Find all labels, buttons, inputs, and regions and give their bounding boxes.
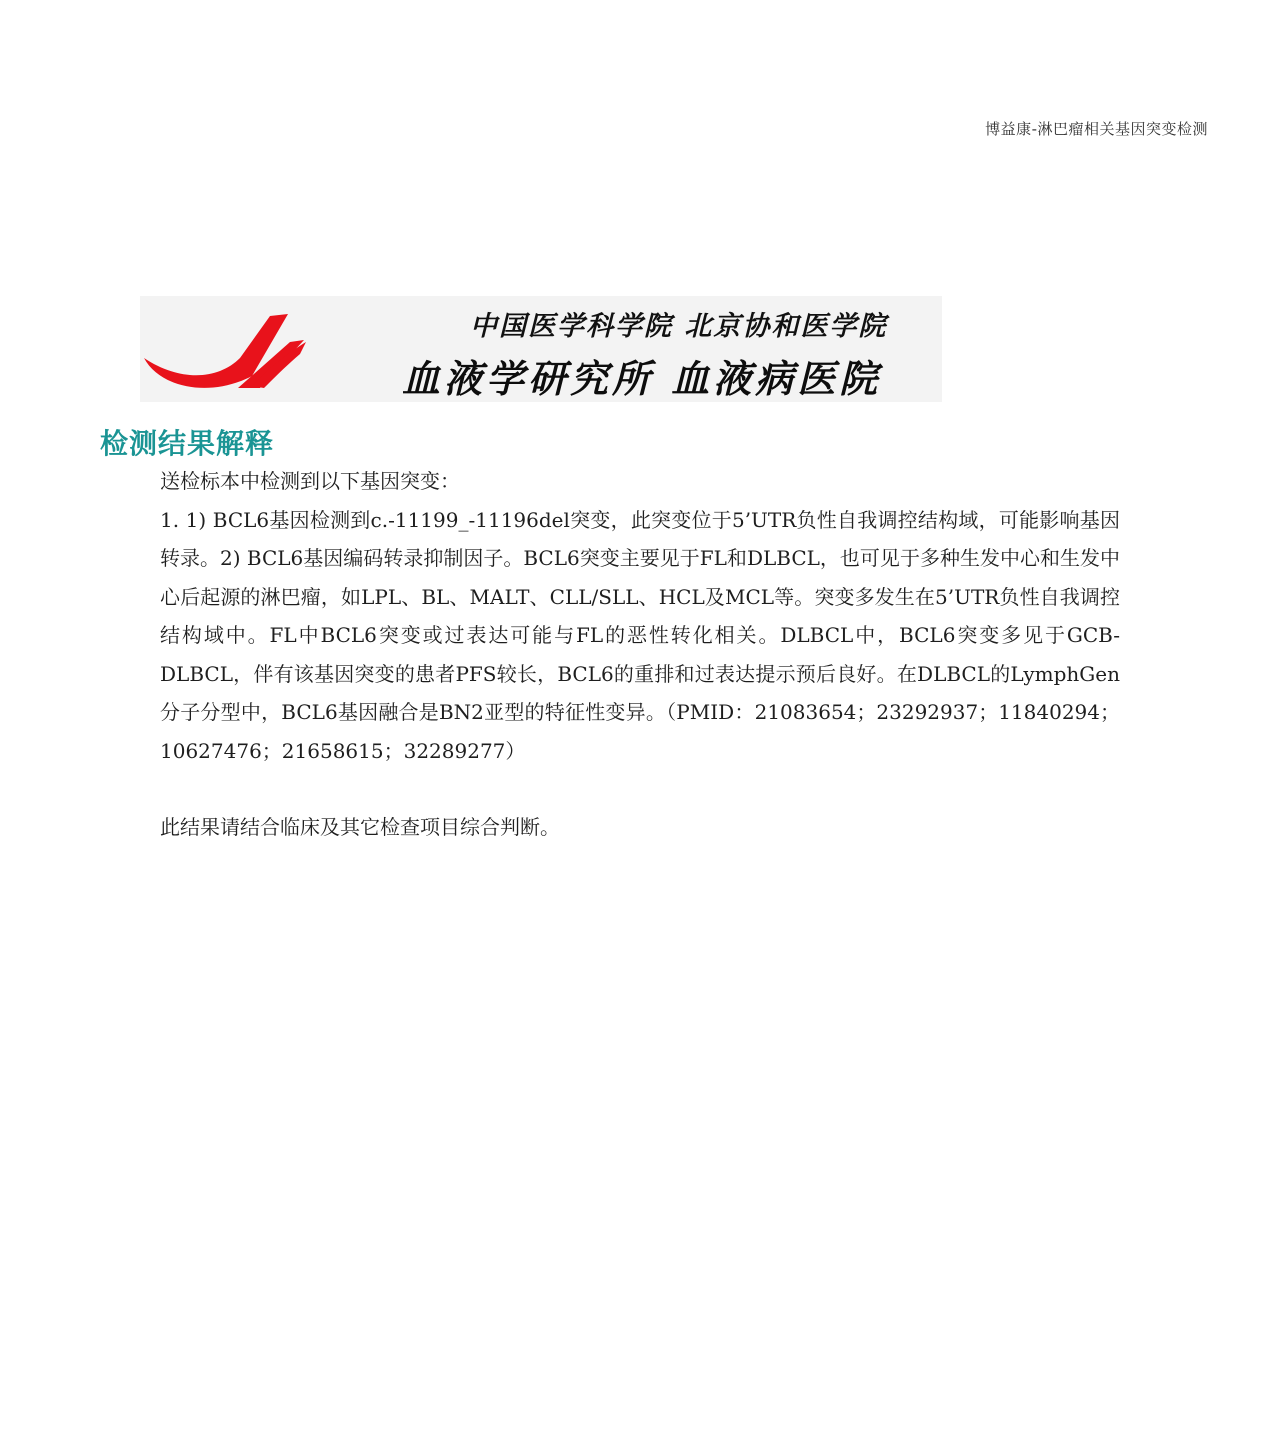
interpretation-text: 1. 1) BCL6基因检测到c.-11199_-11196del突变，此突变位于5’UTR负性自我调控结构域，可能影响基因转录。2) BCL6基因编码转录抑制因子。BCL6突变主要见于FL和DLBCL，也可见于多种生发中心和生发中心后起源的淋巴瘤，如LPL、BL、MALT、CLL/SLL、HCL及MCL等。突变多发生在5’UTR负性自我调控结构域中。FL中BCL6突变或过表达可能与FL的恶性转化相关。DLBCL中，BCL6突变多见于GCB-DLBCL，伴有该基因突变的患者PFS较长，BCL6的重排和过表达提示预后良好。在DLBCL的LymphGen分子分型中，BCL6基因融合是BN2亚型的特征性变异。（PMID：21083654；23292937；11840294；10627476；21658615；32289277） [160,507,1120,763]
banner-line-2: 血液学研究所 血液病医院 [402,356,882,401]
section-title: 检测结果解释 [100,427,275,460]
intro-text: 送检标本中检测到以下基因突变： [160,469,460,493]
red-swoosh-logo-icon [140,296,320,402]
institution-banner [140,296,942,402]
report-content [160,462,1120,847]
conclusion-text: 此结果请结合临床及其它检查项目综合判断。 [160,815,560,839]
banner-line-1: 中国医学科学院 北京协和医学院 [470,311,888,342]
page-header-title: 博益康-淋巴瘤相关基因突变检测 [985,120,1208,138]
